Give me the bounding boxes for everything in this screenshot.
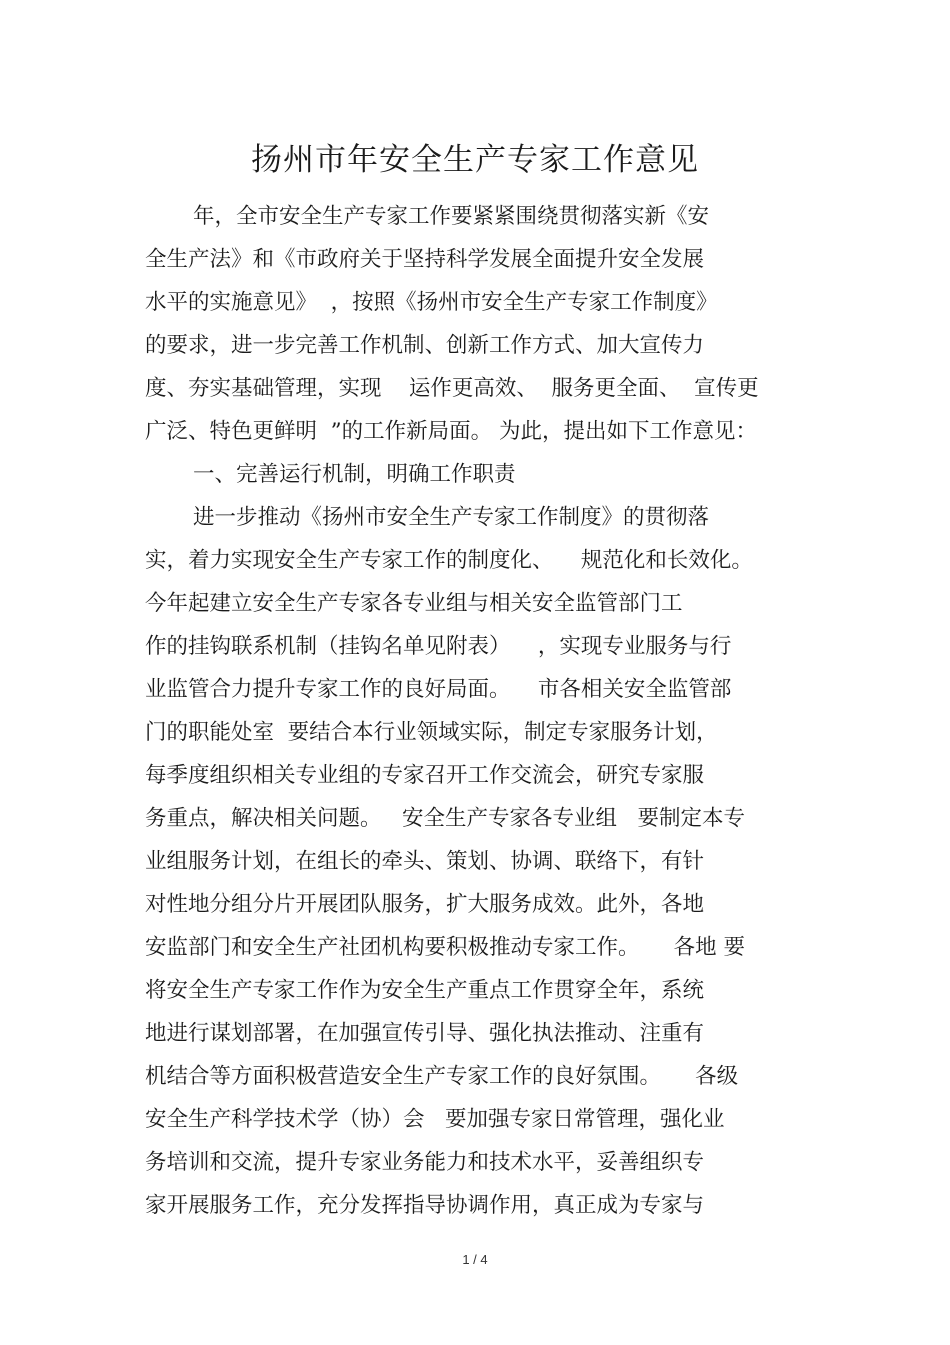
body-line: 务重点，解决相关问题。 安全生产专家各专业组 要制定本专 — [145, 806, 746, 831]
body-line: 今年起建立安全生产专家各专业组与相关安全监管部门工 — [145, 591, 683, 616]
body-line: 家开展服务工作，充分发挥指导协调作用，真正成为专家与 — [145, 1193, 705, 1218]
document-title: 扬州市年安全生产专家工作意见 — [251, 142, 699, 178]
body-line: 务培训和交流，提升专家业务能力和技术水平，妥善组织专 — [145, 1150, 705, 1175]
body-line: 业监管合力提升专家工作的良好局面。 市各相关安全监管部 — [145, 677, 732, 702]
body-line: 的要求，进一步完善工作机制、创新工作方式、加大宣传力 — [145, 333, 705, 358]
body-line: 地进行谋划部署，在加强宣传引导、强化执法推动、注重有 — [145, 1021, 705, 1046]
body-line: 年，全市安全生产专家工作要紧紧围绕贯彻落实新《安 — [193, 204, 710, 229]
body-line: 安全生产科学技术学（协）会 要加强专家日常管理，强化业 — [145, 1107, 725, 1132]
body-line: 全生产法》和《市政府关于坚持科学发展全面提升安全发展 — [145, 247, 705, 272]
body-line: 进一步推动《扬州市安全生产专家工作制度》的贯彻落 — [193, 505, 710, 530]
body-line: 水平的实施意见》 ，按照《扬州市安全生产专家工作制度》 — [145, 290, 718, 315]
body-line: 一、完善运行机制，明确工作职责 — [193, 462, 516, 487]
body-line: 门的职能处室 要结合本行业领域实际，制定专家服务计划， — [145, 720, 718, 745]
body-line: 每季度组织相关专业组的专家召开工作交流会，研究专家服 — [145, 763, 705, 788]
body-line: 业组服务计划，在组长的牵头、策划、协调、联络下，有针 — [145, 849, 705, 874]
body-line: 将安全生产专家工作作为安全生产重点工作贯穿全年，系统 — [145, 978, 705, 1003]
body-line: 机结合等方面积极营造安全生产专家工作的良好氛围。 各级 — [145, 1064, 739, 1089]
body-line: 对性地分组分片开展团队服务，扩大服务成效。此外，各地 — [145, 892, 705, 917]
body-line: 作的挂钩联系机制（挂钩名单见附表） ，实现专业服务与行 — [145, 634, 732, 659]
page-number: 1 / 4 — [462, 1252, 488, 1267]
body-line: 度、夯实基础管理，实现 运作更高效、 服务更全面、 宣传更 — [145, 376, 759, 401]
body-line: 广泛、特色更鲜明 ”的工作新局面。 为此，提出如下工作意见： — [145, 419, 757, 444]
body-line: 实，着力实现安全生产专家工作的制度化、 规范化和长效化。 — [145, 548, 753, 573]
body-line: 安监部门和安全生产社团机构要积极推动专家工作。 各地 要 — [145, 935, 746, 960]
